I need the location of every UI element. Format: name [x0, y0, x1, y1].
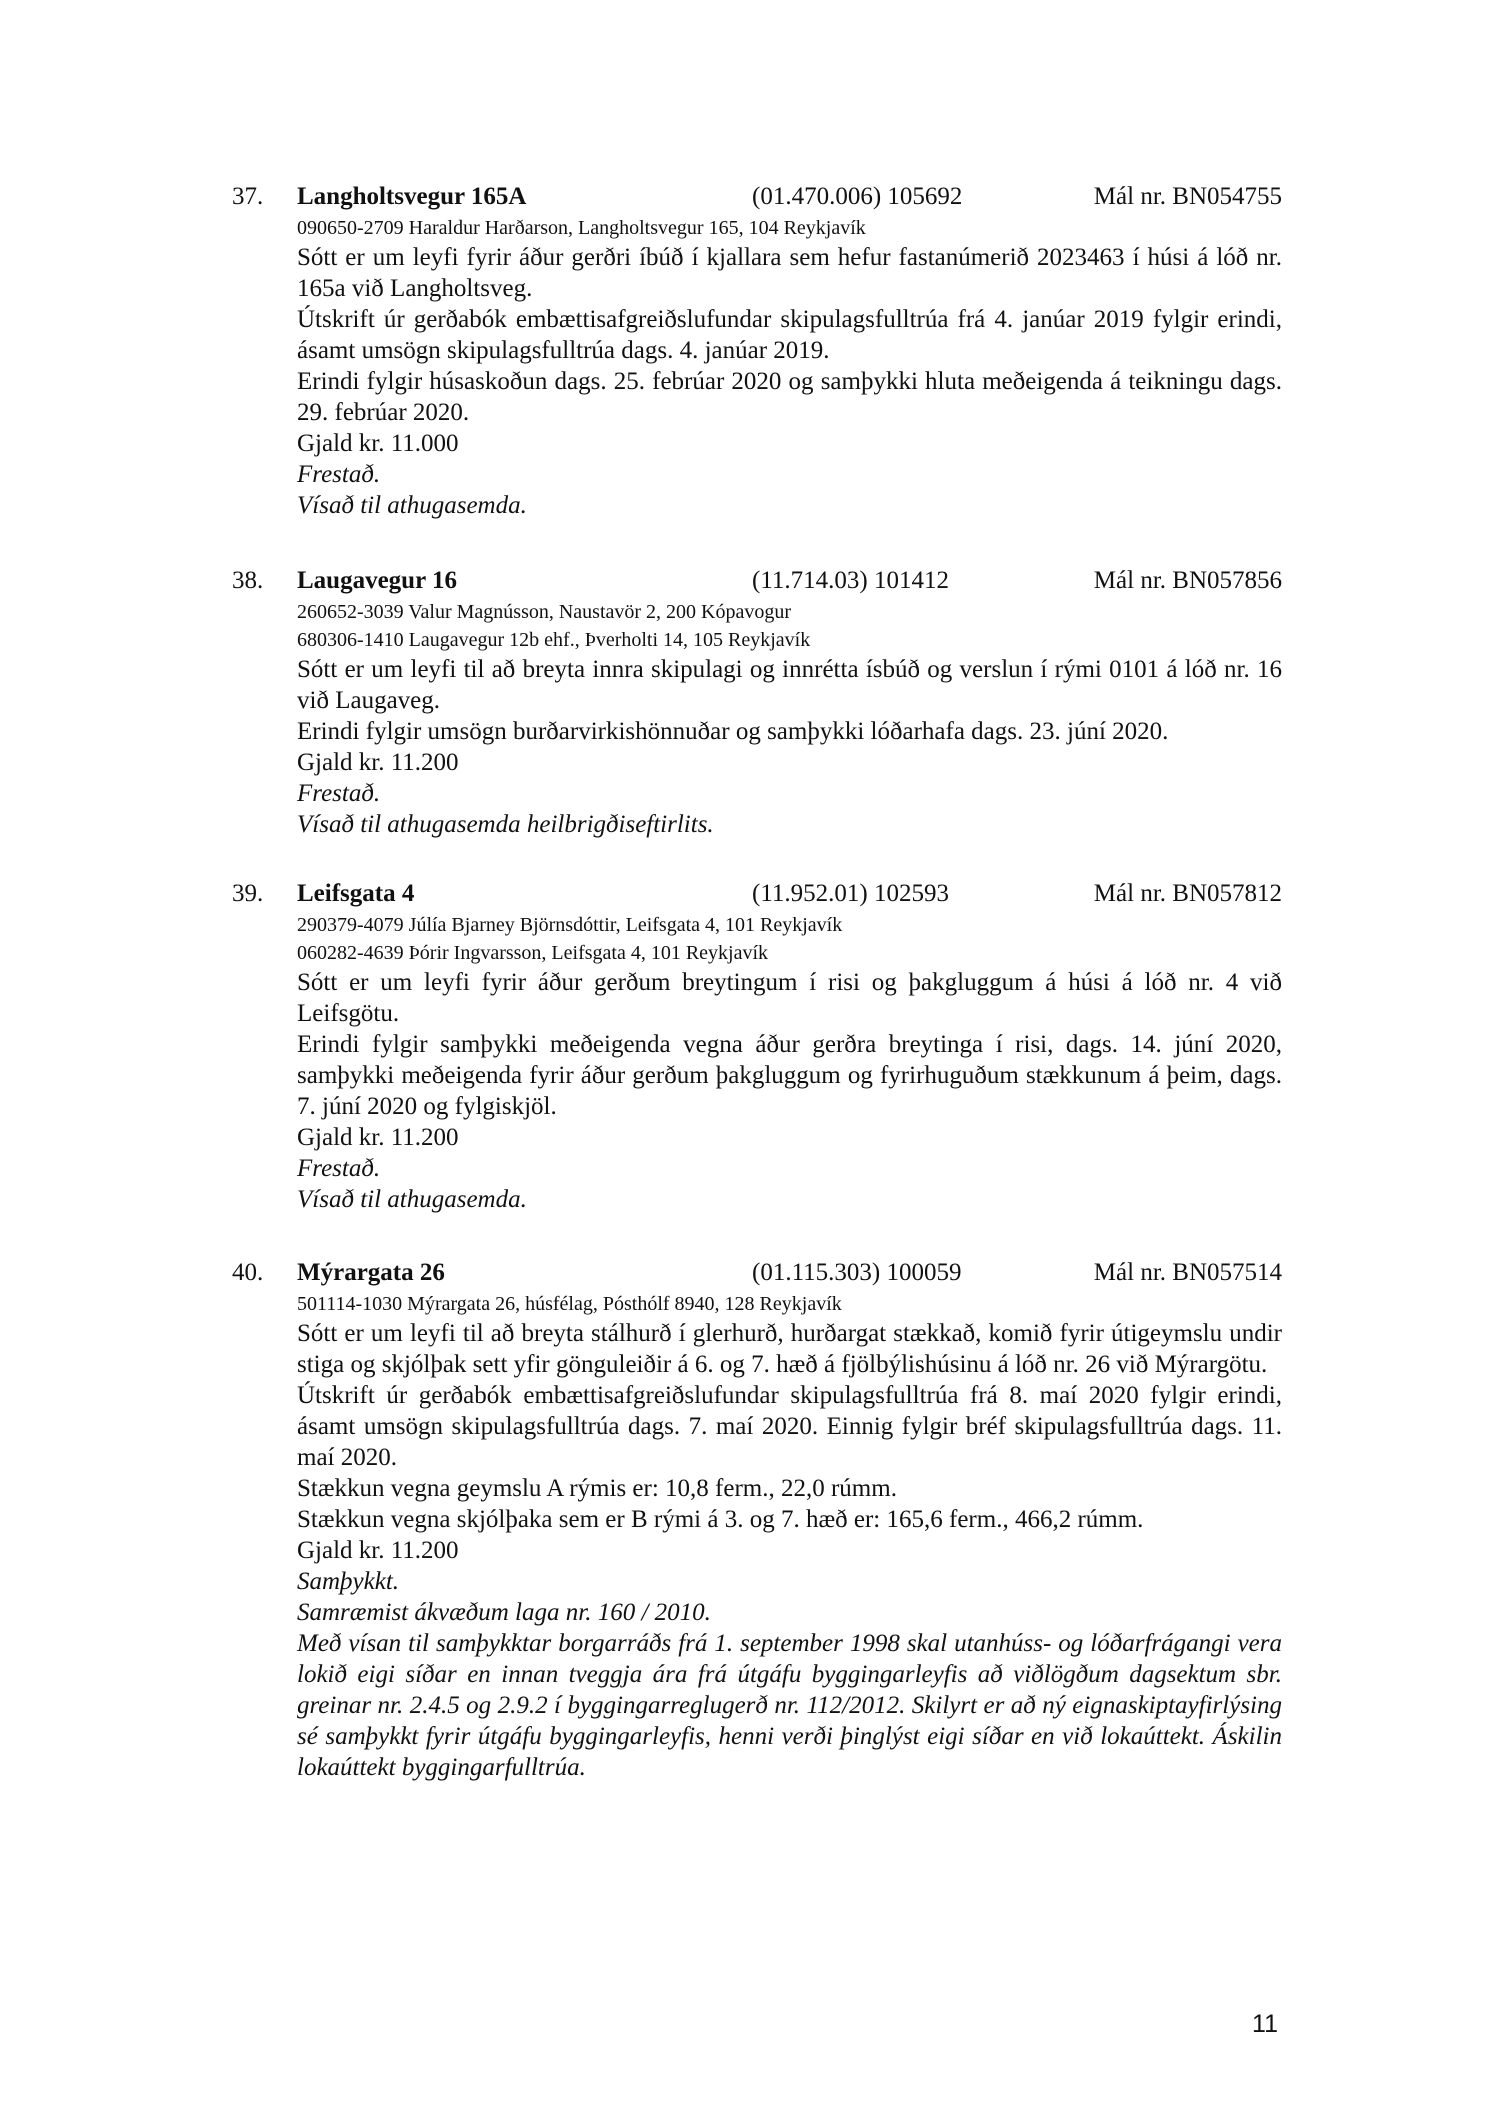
case-number: 37.	[232, 183, 264, 210]
paragraph: Útskrift úr gerðabók embættisafgreiðslufundar skipulagsfulltrúa frá 8. maí 2020 fylgir erindi, ásamt umsögn skipulagsfulltrúa dags. 7. maí 2020. Einnig fylgir bréf skipulagsfulltrúa dags. 11. maí 2020.	[297, 1382, 1282, 1471]
case-address: Laugavegur 16	[297, 567, 457, 594]
case-mal-number: Mál nr. BN057812	[1093, 880, 1282, 907]
case-address: Leifsgata 4	[297, 880, 415, 907]
paragraph: Sótt er um leyfi til að breyta innra skipulagi og innrétta ísbúð og verslun í rými 0101 á lóð nr. 16 við Laugaveg.	[297, 656, 1282, 714]
fee: Gjald kr. 11.000	[297, 430, 459, 457]
paragraph: Erindi fylgir samþykki meðeigenda vegna áður gerðra breytinga í risi, dags. 14. júní 2020, samþykki meðeigenda fyrir áður gerðum þakgluggum og fyrirhuguðum stækkunum á þeim, dags. 7. júní 2020 og fylgiskjöl.	[297, 1031, 1282, 1120]
decision: Frestað.	[297, 1155, 381, 1182]
case-ids: (11.952.01) 102593	[752, 880, 949, 907]
size-line: Stækkun vegna geymslu A rýmis er: 10,8 ferm., 22,0 rúmm.	[297, 1475, 897, 1502]
case-number: 40.	[232, 1259, 264, 1286]
case-mal-number: Mál nr. BN054755	[1093, 183, 1282, 210]
paragraph: Sótt er um leyfi fyrir áður gerðri íbúð í kjallara sem hefur fastanúmerið 2023463 í húsi á lóð nr. 165a við Langholtsveg.	[297, 244, 1282, 302]
case-header	[232, 877, 1282, 911]
case-40	[232, 1256, 1282, 1783]
applicant: 680306-1410 Laugavegur 12b ehf., Þverholti 14, 105 Reykjavík	[297, 629, 811, 651]
size-line: Stækkun vegna skjólþaka sem er B rými á 3. og 7. hæð er: 165,6 ferm., 466,2 rúmm.	[297, 1506, 1144, 1533]
fee: Gjald kr. 11.200	[297, 1124, 459, 1151]
case-header	[232, 1256, 1282, 1290]
decision: Samþykkt.	[297, 1568, 400, 1595]
decision: Vísað til athugasemda.	[297, 1186, 527, 1213]
decision: Samræmist ákvæðum laga nr. 160 / 2010.	[297, 1599, 711, 1626]
applicant: 501114-1030 Mýrargata 26, húsfélag, Pósthólf 8940, 128 Reykjavík	[297, 1293, 842, 1315]
case-address: Langholtsvegur 165A	[297, 183, 527, 210]
paragraph: Útskrift úr gerðabók embættisafgreiðslufundar skipulagsfulltrúa frá 4. janúar 2019 fylgir erindi, ásamt umsögn skipulagsfulltrúa dags. 4. janúar 2019.	[297, 306, 1282, 364]
case-body	[297, 598, 1282, 840]
case-number: 38.	[232, 567, 264, 594]
fee: Gjald kr. 11.200	[297, 1537, 459, 1564]
decision: Vísað til athugasemda heilbrigðiseftirlits.	[297, 811, 714, 838]
case-37	[232, 180, 1282, 521]
case-mal-number: Mál nr. BN057514	[1093, 1259, 1282, 1286]
decision-text: Með vísan til samþykktar borgarráðs frá 1. september 1998 skal utanhúss- og lóðarfrágangi vera lokið eigi síðar en innan tveggja ára frá útgáfu byggingarleyfis að viðlögðum dagsektum sbr. greinar nr. 2.4.5 og 2.9.2 í byggingarreglugerð nr. 112/2012. Skilyrt er að ný eignaskiptayfirlýsing sé samþykkt fyrir útgáfu byggingarleyfis, henni verði þinglýst eigi síðar en við lokaúttekt. Áskilin lokaúttekt byggingarfulltrúa.	[297, 1630, 1282, 1781]
applicant: 060282-4639 Þórir Ingvarsson, Leifsgata 4, 101 Reykjavík	[297, 942, 769, 964]
paragraph: Erindi fylgir húsaskoðun dags. 25. febrúar 2020 og samþykki hluta meðeigenda á teikningu dags. 29. febrúar 2020.	[297, 368, 1282, 426]
applicant: 090650-2709 Haraldur Harðarson, Langholtsvegur 165, 104 Reykjavík	[297, 217, 866, 239]
paragraph: Erindi fylgir umsögn burðarvirkishönnuðar og samþykki lóðarhafa dags. 23. júní 2020.	[297, 718, 1169, 745]
page-number: 11	[1252, 2010, 1278, 2038]
case-header	[232, 564, 1282, 598]
case-mal-number: Mál nr. BN057856	[1093, 567, 1282, 594]
case-address: Mýrargata 26	[297, 1259, 445, 1286]
applicant: 260652-3039 Valur Magnússon, Naustavör 2, 200 Kópavogur	[297, 601, 792, 623]
case-body	[297, 214, 1282, 521]
decision: Frestað.	[297, 461, 381, 488]
decision: Vísað til athugasemda.	[297, 492, 527, 519]
paragraph: Sótt er um leyfi fyrir áður gerðum breytingum í risi og þakgluggum á húsi á lóð nr. 4 við Leifsgötu.	[297, 969, 1282, 1027]
case-39	[232, 877, 1282, 1215]
applicant: 290379-4079 Júlía Bjarney Björnsdóttir, Leifsgata 4, 101 Reykjavík	[297, 914, 843, 936]
case-ids: (01.115.303) 100059	[752, 1259, 962, 1286]
case-header	[232, 180, 1282, 214]
case-ids: (01.470.006) 105692	[752, 183, 963, 210]
decision: Frestað.	[297, 780, 381, 807]
fee: Gjald kr. 11.200	[297, 749, 459, 776]
case-body	[297, 911, 1282, 1215]
case-38	[232, 564, 1282, 840]
case-number: 39.	[232, 880, 264, 907]
case-body	[297, 1290, 1282, 1783]
case-ids: (11.714.03) 101412	[752, 567, 949, 594]
paragraph: Sótt er um leyfi til að breyta stálhurð í glerhurð, hurðargat stækkað, komið fyrir útigeymslu undir stiga og skjólþak sett yfir gönguleiðir á 6. og 7. hæð á fjölbýlishúsinu á lóð nr. 26 við Mýrargötu.	[297, 1320, 1282, 1378]
